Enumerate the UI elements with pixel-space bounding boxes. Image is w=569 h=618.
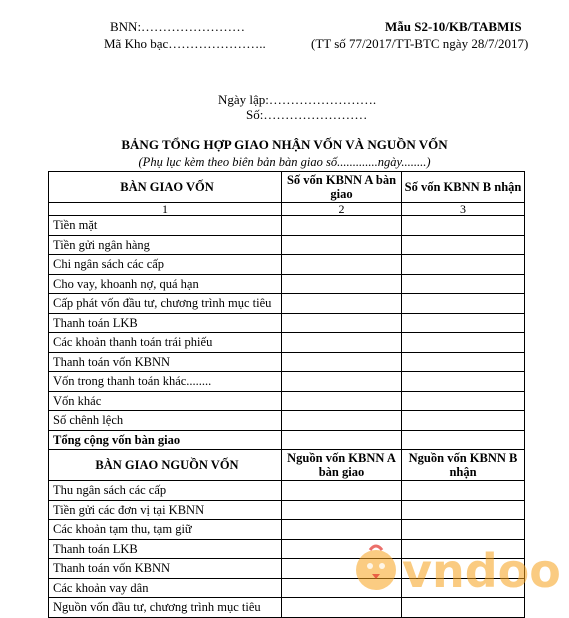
row-label: Thanh toán vốn KBNN [49,559,282,579]
cell-a [282,216,402,236]
document-title: BẢNG TỔNG HỢP GIAO NHẬN VỐN VÀ NGUỒN VỐN [121,137,448,152]
cell-b [402,520,525,540]
header-so-von-a: Số vốn KBNN A bàn giao [282,172,402,203]
row-label: Chi ngân sách các cấp [49,255,282,275]
header-nguon-von-a: Nguồn vốn KBNN A bàn giao [282,450,402,481]
col-number-1: 1 [49,203,282,216]
row-label: Số chênh lệch [49,411,282,431]
table-row [49,235,525,255]
cell-b [402,391,525,411]
cell-b [402,255,525,275]
table-row [49,352,525,372]
cell-b [402,313,525,333]
row-label: Tiền mặt [49,216,282,236]
row-label: Tiền gửi các đơn vị tại KBNN [49,500,282,520]
table-row [49,500,525,520]
cell-b [402,481,525,501]
cell-a [282,430,402,450]
row-label: Vốn trong thanh toán khác........ [49,372,282,392]
table-row [49,274,525,294]
cell-b [402,216,525,236]
row-label: Cho vay, khoanh nợ, quá hạn [49,274,282,294]
cell-b [402,598,525,618]
cell-b [402,372,525,392]
circular-reference: (TT số 77/2017/TT-BTC ngày 28/7/2017) [311,36,529,51]
cell-a [282,294,402,314]
header-nguon-von-b: Nguồn vốn KBNN B nhận [402,450,525,481]
table-row [49,333,525,353]
cell-a [282,520,402,540]
cell-b [402,352,525,372]
row-label: Nguồn vốn đầu tư, chương trình mục tiêu [49,598,282,618]
row-label: Thanh toán vốn KBNN [49,352,282,372]
table-row [49,372,525,392]
cell-b [402,274,525,294]
so-field: Số:…………………… [246,107,368,122]
total-row [49,430,525,450]
row-label: Tiền gửi ngân hàng [49,235,282,255]
table-row [49,294,525,314]
table-row [49,520,525,540]
table-row [49,255,525,275]
cell-a [282,352,402,372]
vndoo-watermark-logo [350,540,565,596]
cell-a [282,411,402,431]
cell-b [402,333,525,353]
column-number-row [49,203,525,216]
header-ban-giao-von: BÀN GIAO VỐN [49,172,282,203]
row-label: Các khoản thanh toán trái phiếu [49,333,282,353]
cell-a [282,235,402,255]
cell-b [402,294,525,314]
row-label: Các khoản tạm thu, tạm giữ [49,520,282,540]
cell-b [402,235,525,255]
bnn-field: BNN:…………………… [110,19,246,34]
ngay-lap-field: Ngày lập:……………………. [218,92,377,107]
table2-header-row [49,450,525,481]
document-subtitle: (Phụ lục kèm theo biên bản bàn giao số.............ngày........) [138,155,431,169]
col-number-2: 2 [282,203,402,216]
header-ban-giao-nguon-von: BÀN GIAO NGUỒN VỐN [49,450,282,481]
row-label: Thanh toán LKB [49,313,282,333]
table-row [49,411,525,431]
cell-a [282,372,402,392]
watermark-text: vndoo [402,544,561,596]
cell-a [282,274,402,294]
table-row [49,313,525,333]
cell-a [282,333,402,353]
row-label: Các khoản vay dân [49,578,282,598]
cell-a [282,481,402,501]
form-code: Mẫu S2-10/KB/TABMIS [385,19,522,34]
table-row [49,391,525,411]
row-label: Thu ngân sách các cấp [49,481,282,501]
cell-b [402,500,525,520]
header-so-von-b: Số vốn KBNN B nhận [402,172,525,203]
col-number-3: 3 [402,203,525,216]
cell-a [282,500,402,520]
total-label: Tổng cộng vốn bàn giao [49,430,282,450]
cell-a [282,598,402,618]
cell-a [282,255,402,275]
row-label: Cấp phát vốn đầu tư, chương trình mục tiêu [49,294,282,314]
ma-kho-bac-field: Mã Kho bạc………………….. [104,36,266,51]
cell-b [402,430,525,450]
table-row [49,481,525,501]
cell-b [402,411,525,431]
row-label: Vốn khác [49,391,282,411]
chick-mascot-icon [356,546,396,590]
table1-header-row [49,172,525,203]
table-row [49,598,525,618]
cell-a [282,313,402,333]
cell-a [282,391,402,411]
table-row [49,216,525,236]
row-label: Thanh toán LKB [49,539,282,559]
